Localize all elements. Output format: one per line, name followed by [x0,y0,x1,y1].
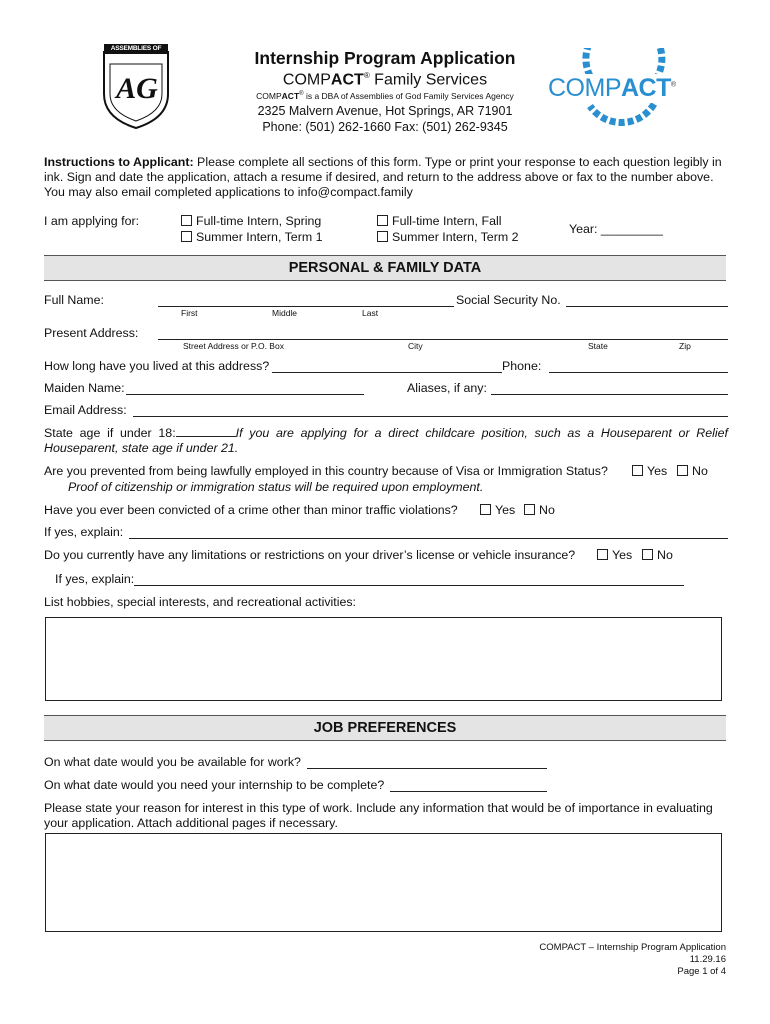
present-address-label: Present Address: [44,326,139,340]
state-label: State [588,341,608,351]
visa-no[interactable]: No [677,464,708,478]
license-explain-line[interactable] [134,585,684,586]
footer-date: 11.29.16 [689,954,726,965]
state-age-blank[interactable] [176,426,236,437]
checkbox-icon[interactable] [377,231,388,242]
checkbox-icon[interactable] [597,549,608,560]
compact-logo-word: COMPACT® [548,74,676,102]
full-name-line[interactable] [158,306,454,307]
applying-label: I am applying for: [44,214,140,228]
footer-title: COMPACT – Internship Program Application [539,942,726,953]
phone-line[interactable] [549,372,728,373]
instructions-text: Please complete all sections of this form. Type or print your response to each question legibly in ink. Sign and date the application, attach a resume if desired, and return to the address above or fax to the number above. You may also email completed applications to info@compact.family [44,155,722,199]
license-yes[interactable]: Yes [597,548,632,562]
personal-banner: PERSONAL & FAMILY DATA [44,255,726,281]
footer [450,942,726,978]
year-field[interactable]: Year: _________ [569,222,663,236]
complete-label: On what date would you need your internship to be complete? [44,778,385,792]
option-fulltime-spring[interactable]: Full-time Intern, Spring [181,214,321,228]
option-summer-term2[interactable]: Summer Intern, Term 2 [377,230,518,244]
page-title: Internship Program Application [254,48,516,68]
complete-line[interactable] [390,791,547,792]
maiden-line[interactable] [126,394,364,395]
ag-logo-letters: AG [116,72,158,105]
reason-label: Please state your reason for interest in this type of work. Include any information that would be of importance in evaluating your application. Attach additional pages if necessary. [44,801,713,830]
checkbox-icon[interactable] [642,549,653,560]
phone-label: Phone: [502,359,542,373]
ag-logo-text: ASSEMBLIES OF GOD [110,45,162,62]
visa-question: Are you prevented from being lawfully employed in this country because of Visa or Immigration Status? [44,464,608,478]
state-age-block [44,426,728,456]
dba-line: COMPACT® is a DBA of Assemblies of God Family Services Agency [256,91,514,102]
aliases-label: Aliases, if any: [407,381,487,395]
ssn-label: Social Security No. [456,293,561,307]
how-long-line[interactable] [272,372,502,373]
address: 2325 Malvern Avenue, Hot Springs, AR 71901 [257,104,513,119]
middle-label: Middle [272,308,298,318]
available-label: On what date would you be available for work? [44,755,301,769]
full-name-label: Full Name: [44,293,104,307]
header-block [220,48,550,134]
checkbox-icon[interactable] [677,465,688,476]
checkbox-icon[interactable] [632,465,643,476]
license-no[interactable]: No [642,548,673,562]
hobbies-label: List hobbies, special interests, and recreational activities: [44,595,356,609]
present-address-line[interactable] [158,339,728,340]
visa-yes[interactable]: Yes [632,464,667,478]
checkbox-icon[interactable] [181,215,192,226]
ag-logo [102,42,170,130]
aliases-line[interactable] [491,394,728,395]
option-summer-term1[interactable]: Summer Intern, Term 1 [181,230,322,244]
checkbox-icon[interactable] [524,504,535,515]
checkbox-icon[interactable] [181,231,192,242]
crime-yes[interactable]: Yes [480,503,515,517]
checkbox-icon[interactable] [377,215,388,226]
city-label: City [408,341,423,351]
email-line[interactable] [133,416,728,417]
how-long-label: How long have you lived at this address? [44,359,270,373]
crime-question: Have you ever been convicted of a crime other than minor traffic violations? [44,503,458,517]
checkbox-icon[interactable] [480,504,491,515]
zip-label: Zip [679,341,691,351]
visa-note: Proof of citizenship or immigration status will be required upon employment. [68,480,484,494]
option-fulltime-fall[interactable]: Full-time Intern, Fall [377,214,501,228]
crime-explain-line[interactable] [129,538,728,539]
state-age-note: If you are applying for a direct childcare position, such as a Houseparent or Relief Houseparent, state age if under 21. [44,426,728,455]
maiden-label: Maiden Name: [44,381,125,395]
state-age-label: State age if under 18: [44,426,176,440]
job-banner: JOB PREFERENCES [44,715,726,741]
phone-fax: Phone: (501) 262-1660 Fax: (501) 262-9345 [262,120,508,135]
last-label: Last [362,308,379,318]
crime-no[interactable]: No [524,503,555,517]
compact-logo [542,48,702,128]
hobbies-textarea[interactable] [45,617,722,701]
street-label: Street Address or P.O. Box [183,341,284,351]
license-explain-label: If yes, explain: [55,572,135,586]
available-line[interactable] [307,768,547,769]
first-label: First [181,308,198,318]
email-label: Email Address: [44,403,127,417]
instructions [44,155,728,200]
ssn-line[interactable] [566,306,728,307]
page-subtitle: COMPACT® Family Services [282,71,488,89]
footer-page: Page 1 of 4 [677,966,726,977]
crime-explain-label: If yes, explain: [44,525,124,539]
reason-textarea[interactable] [45,833,722,932]
license-question: Do you currently have any limitations or restrictions on your driver’s license or vehicle insurance? [44,548,576,562]
instructions-label: Instructions to Applicant: [44,155,194,169]
